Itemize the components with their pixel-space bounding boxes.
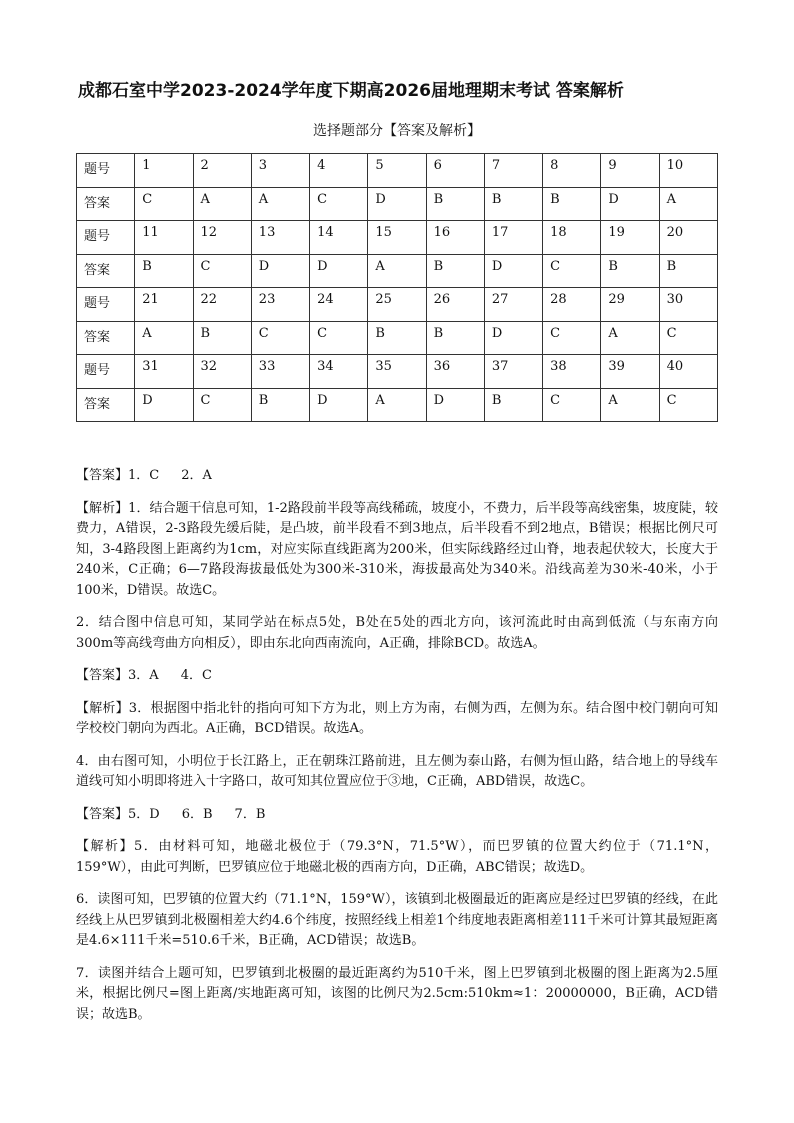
table-cell: A	[135, 321, 193, 355]
answer-line	[76, 666, 718, 687]
table-cell: B	[484, 187, 542, 221]
table-cell: C	[543, 254, 601, 288]
table-cell: 23	[251, 288, 309, 322]
table-cell: B	[193, 321, 251, 355]
table-cell: D	[310, 254, 368, 288]
table-cell: A	[368, 254, 426, 288]
table-cell: 14	[310, 221, 368, 255]
table-cell: 15	[368, 221, 426, 255]
row-header-cell: 题号	[77, 221, 135, 255]
table-cell: C	[310, 187, 368, 221]
table-cell: 13	[251, 221, 309, 255]
table-cell: 8	[543, 154, 601, 188]
table-cell: 7	[484, 154, 542, 188]
table-cell: 22	[193, 288, 251, 322]
table-cell: A	[251, 187, 309, 221]
table-cell: 17	[484, 221, 542, 255]
table-cell: A	[659, 187, 717, 221]
table-cell: 21	[135, 288, 193, 322]
row-header-cell: 答案	[77, 321, 135, 355]
table-cell: C	[193, 254, 251, 288]
table-cell: 39	[601, 355, 659, 389]
table-cell: 10	[659, 154, 717, 188]
row-header-cell: 题号	[77, 288, 135, 322]
table-cell: D	[601, 187, 659, 221]
table-cell: D	[426, 388, 484, 422]
table-cell: 36	[426, 355, 484, 389]
table-cell: 32	[193, 355, 251, 389]
answer-tag: 【答案】	[76, 668, 129, 683]
table-cell: 9	[601, 154, 659, 188]
table-cell: 5	[368, 154, 426, 188]
answer-item: 5．D	[128, 806, 160, 822]
table-cell: B	[135, 254, 193, 288]
answer-item: 4．C	[180, 668, 212, 683]
table-cell: 20	[659, 221, 717, 255]
answer-row	[77, 388, 718, 422]
explanation-paragraph: 6．读图可知，巴罗镇的位置大约（71.1°N，159°W），该镇到北极圈最近的距离应是经过巴罗镇的经线，在此经线上从巴罗镇到北极圈相差大约4.6个纬度，按照经线上相差1个纬度地表距离相差111千米可计算其最短距离是4.6×111千米=510.6千米，B正确，ACD错误；故选B。	[76, 892, 718, 948]
table-cell: B	[484, 388, 542, 422]
table-cell: 4	[310, 154, 368, 188]
table-cell: B	[426, 321, 484, 355]
explanation-paragraph: 【解析】3．根据图中指北针的指向可知下方为北，则上方为南，右侧为西，左侧为东。结合图中校门朝向可知学校校门朝向为西北。A正确，BCD错误。故选A。	[76, 700, 718, 736]
table-cell: C	[193, 388, 251, 422]
table-cell: 33	[251, 355, 309, 389]
table-cell: C	[310, 321, 368, 355]
table-cell: D	[251, 254, 309, 288]
answer-row	[77, 254, 718, 288]
section-title: 选择题部分【答案及解析】	[313, 123, 481, 139]
table-cell: C	[135, 187, 193, 221]
row-header-cell: 答案	[77, 254, 135, 288]
table-cell: B	[251, 388, 309, 422]
answer-item: 6．B	[181, 806, 213, 822]
table-cell: A	[601, 321, 659, 355]
answer-tag: 【答案】	[76, 806, 129, 822]
answer-line	[76, 805, 718, 826]
table-cell: 12	[193, 221, 251, 255]
table-cell: 37	[484, 355, 542, 389]
explanation-paragraph: 4．由右图可知，小明位于长江路上，正在朝珠江路前进，且左侧为泰山路，右侧为恒山路，结合地上的导线车道线可知小明即将进入十字路口，故可知其位置应位于③地，C正确，ABD错误，故选C。	[76, 753, 718, 789]
answer-tag: 【答案】	[76, 468, 129, 483]
table-cell: 35	[368, 355, 426, 389]
table-cell: 24	[310, 288, 368, 322]
table-cell: D	[135, 388, 193, 422]
answer-table	[76, 153, 718, 422]
explanation-paragraph: 2．结合图中信息可知，某同学站在标点5处，B处在5处的西北方向，该河流此时由高到低流（与东南方向300m等高线弯曲方向相反），即由东北向西南流向，A正确，排除BCD。故选A。	[76, 615, 718, 651]
table-cell: C	[659, 321, 717, 355]
answer-item: 1．C	[128, 468, 160, 483]
table-cell: 30	[659, 288, 717, 322]
table-cell: B	[426, 254, 484, 288]
question-number-row	[77, 288, 718, 322]
explanation-paragraph: 【解析】5．由材料可知，地磁北极位于（79.3°N，71.5°W），而巴罗镇的位置大约位于（71.1°N，159°W），由此可判断，巴罗镇应位于地磁北极的西南方向，D正确，ABC错误；故选D。	[76, 839, 718, 875]
table-cell: B	[601, 254, 659, 288]
table-cell: A	[193, 187, 251, 221]
table-cell: A	[368, 388, 426, 422]
row-header-cell: 题号	[77, 154, 135, 188]
answer-line	[76, 466, 718, 487]
row-header-cell: 题号	[77, 355, 135, 389]
answer-row	[77, 321, 718, 355]
table-cell: B	[426, 187, 484, 221]
table-cell: 16	[426, 221, 484, 255]
table-cell: 3	[251, 154, 309, 188]
table-cell: B	[543, 187, 601, 221]
table-cell: D	[368, 187, 426, 221]
table-cell: 2	[193, 154, 251, 188]
question-number-row	[77, 154, 718, 188]
table-cell: 1	[135, 154, 193, 188]
table-cell: B	[659, 254, 717, 288]
explanation-paragraph: 7．读图并结合上题可知，巴罗镇到北极圈的最近距离约为510千米，图上巴罗镇到北极圈的图上距离为2.5厘米，根据比例尺=图上距离/实地距离可知，该图的比例尺为2.5cm:510km≈1：20000000，B正确，ACD错误；故选B。	[76, 965, 718, 1022]
table-cell: 29	[601, 288, 659, 322]
table-cell: C	[251, 321, 309, 355]
row-header-cell: 答案	[77, 388, 135, 422]
table-cell: A	[601, 388, 659, 422]
explanation-content	[76, 466, 718, 1037]
table-cell: B	[368, 321, 426, 355]
table-cell: 19	[601, 221, 659, 255]
table-cell: 6	[426, 154, 484, 188]
table-cell: 28	[543, 288, 601, 322]
table-cell: D	[310, 388, 368, 422]
table-cell: 38	[543, 355, 601, 389]
answer-row	[77, 187, 718, 221]
answer-item: 3．A	[128, 668, 159, 683]
table-cell: 27	[484, 288, 542, 322]
explanation-paragraph: 【解析】1．结合题干信息可知，1-2路段前半段等高线稀疏，坡度小，不费力，后半段等高线密集，坡度陡，较费力，A错误，2-3路段先缓后陡，是凸坡，前半段看不到3地点，后半段看不到2地点，B错误；根据比例尺可知，3-4路段图上距离约为1cm，对应实际直线距离为200米，但实际线路经过山脊，地表起伏较大，长度大于240米，C正确；6—7路段海拔最低处为300米-310米，海拔最高处为340米。沿线高差为30米-40米，小于100米，D错误。故选C。	[76, 500, 718, 598]
table-cell: D	[484, 254, 542, 288]
question-number-row	[77, 221, 718, 255]
table-cell: 31	[135, 355, 193, 389]
row-header-cell: 答案	[77, 187, 135, 221]
table-cell: C	[543, 321, 601, 355]
table-cell: 26	[426, 288, 484, 322]
table-cell: 11	[135, 221, 193, 255]
answer-item: 7．B	[234, 806, 266, 822]
table-cell: 34	[310, 355, 368, 389]
table-cell: D	[484, 321, 542, 355]
table-cell: C	[543, 388, 601, 422]
question-number-row	[77, 355, 718, 389]
answer-item: 2．A	[181, 468, 212, 483]
table-cell: C	[659, 388, 717, 422]
table-cell: 25	[368, 288, 426, 322]
table-cell: 40	[659, 355, 717, 389]
table-cell: 18	[543, 221, 601, 255]
document-title: 成都石室中学2023-2024学年度下期高2026届地理期末考试 答案解析	[78, 81, 624, 101]
